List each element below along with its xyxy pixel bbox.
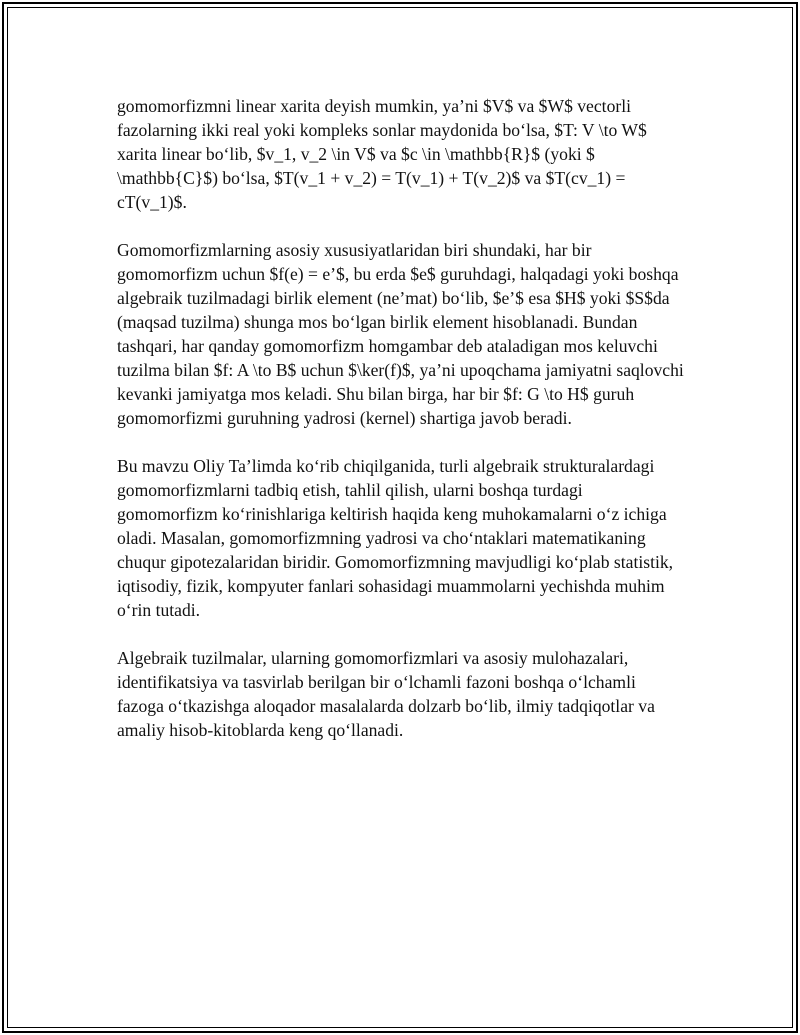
paragraph-3: Bu mavzu Oliy Ta’limda ko‘rib chiqilganida, turli algebraik strukturalardagi gomomorfizmlarni tadbiq etish, tahlil qilish, ularni boshqa turdagi gomomorfizm ko‘rinishlariga keltirish haqida keng muhokamalarni o‘z ichiga oladi. Masalan, gomomorfizmning yadrosi va cho‘ntaklari matematikaning chuqur gipotezalaridan biridir. Gomomorfizmning mavjudligi ko‘plab statistik, iqtisodiy, fizik, kompyuter fanlari sohasidagi muammolarni yechishda muhim o‘rin tutadi.: [117, 456, 674, 620]
paragraph-2: Gomomorfizmlarning asosiy xususiyatlaridan biri shundaki, har bir gomomorfizm uchun $f(e) = e’$, bu erda $e$ guruhdagi, halqadagi yoki boshqa algebraik tuzilmadagi birlik element (ne’mat) bo‘lib, $e’$ esa $H$ yoki $S$da (maqsad tuzilma) shunga mos bo‘lgan birlik element hisoblanadi. Bundan tashqari, har qanday gomomorfizm homgambar deb ataladigan mos keluvchi tuzilma bilan $f: A \to B$ uchun $\ker(f)$, ya’ni upoqchama jamiyatni saqlovchi kevanki jamiyatga mos keladi. Shu bilan birga, har bir $f: G \to H$ guruh gomomorfizmi guruhning yadrosi (kernel) shartiga javob beradi.: [117, 240, 684, 428]
paragraph-1: gomomorfizmni linear xarita deyish mumkin, ya’ni $V$ va $W$ vectorli fazolarning ikki real yoki kompleks sonlar maydonida bo‘lsa, $T: V \to W$ xarita linear bo‘lib, $v_1, v_2 \in V$ va $c \in \mathbb{R}$ (yoki $ \mathbb{C}$) bo‘lsa, $T(v_1 + v_2) = T(v_1) + T(v_2)$ va $T(cv_1) = cT(v_1)$.: [117, 96, 647, 212]
paragraph-4: Algebraik tuzilmalar, ularning gomomorfizmlari va asosiy mulohazalari, identifikatsiya va tasvirlab berilgan bir o‘lchamli fazoni boshqa o‘lchamli fazoga o‘tkazishga aloqador masalalarda dolzarb bo‘lib, ilmiy tadqiqotlar va amaliy hisob-kitoblarda keng qo‘llanadi.: [117, 648, 655, 740]
document-body: [117, 94, 687, 766]
